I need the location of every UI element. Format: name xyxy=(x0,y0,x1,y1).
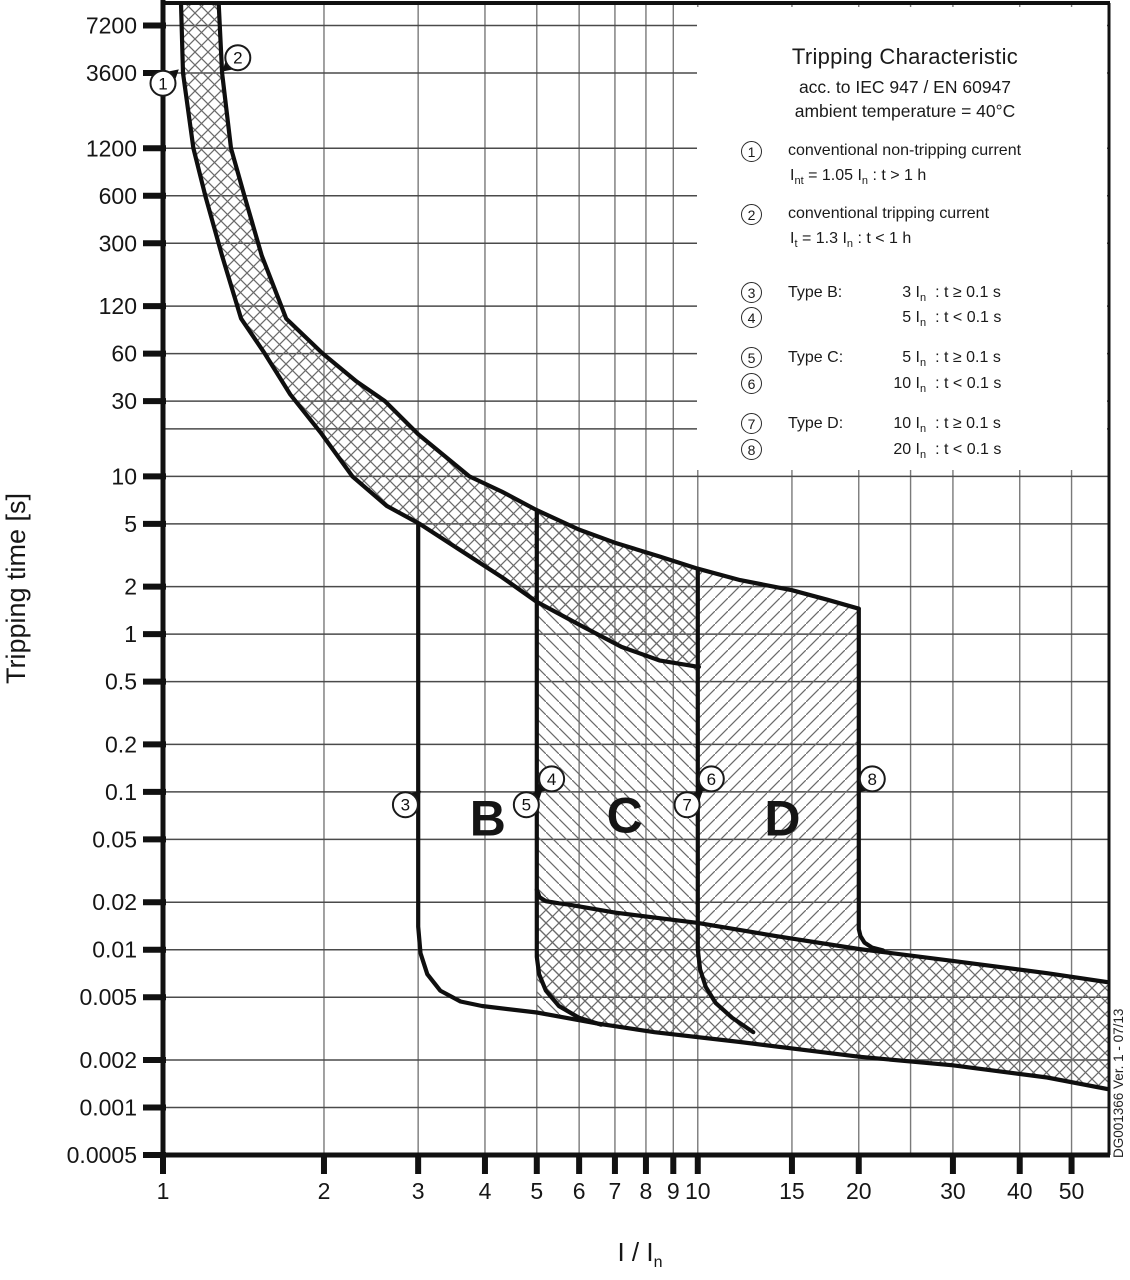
x-tick-label-2: 2 xyxy=(317,1178,331,1204)
type-c-cond-2: : t < 0.1 s xyxy=(935,375,1002,392)
x-tick-label-50: 50 xyxy=(1058,1178,1085,1204)
legend-circle-6: 6 xyxy=(741,373,762,394)
y-tick-label-0.01: 0.01 xyxy=(92,936,137,963)
formula-body-sub: n xyxy=(846,238,854,250)
subscript-n: n xyxy=(920,383,927,395)
formula-body-sub: n xyxy=(861,175,869,187)
formula-body: = 1.05 I xyxy=(803,167,862,184)
y-tick-label-600: 600 xyxy=(98,182,137,209)
y-tick-label-60: 60 xyxy=(111,340,137,367)
legend-circle-3: 3 xyxy=(741,282,762,303)
y-tick-label-0.005: 0.005 xyxy=(79,984,137,1011)
page-title: Tripping Characteristic xyxy=(791,44,1019,69)
marker-number-1: 1 xyxy=(158,74,168,94)
y-tick-label-1: 1 xyxy=(124,621,137,648)
legend-item-2-title: conventional tripping current xyxy=(788,205,990,222)
x-tick-label-40: 40 xyxy=(1006,1178,1033,1204)
marker-number-5: 5 xyxy=(521,795,532,815)
marker-number-8: 8 xyxy=(867,769,878,789)
type-c-threshold-1: 5 I xyxy=(902,349,920,366)
type-d-threshold-1: 10 I xyxy=(893,415,920,432)
formula-condition: : t > 1 h xyxy=(868,167,927,184)
y-tick-label-5: 5 xyxy=(124,510,137,537)
y-tick-label-2: 2 xyxy=(124,573,137,600)
subtitle-temperature: ambient temperature = 40°C xyxy=(794,101,1016,121)
formula-symbol-sub: nt xyxy=(794,175,804,187)
y-tick-label-30: 30 xyxy=(111,388,137,415)
x-axis-title-text: I / I xyxy=(617,1237,654,1267)
subscript-n: n xyxy=(920,357,927,369)
y-tick-label-0.02: 0.02 xyxy=(92,889,137,916)
legend-circle-8: 8 xyxy=(741,439,762,460)
y-tick-label-120: 120 xyxy=(98,293,137,320)
type-b-threshold-1: 3 I xyxy=(902,284,920,301)
y-tick-label-10: 10 xyxy=(111,463,137,490)
type-c-label: Type C: xyxy=(788,349,844,366)
type-c-cond-1: : t ≥ 0.1 s xyxy=(935,349,1001,366)
y-tick-label-3600: 3600 xyxy=(85,60,137,87)
x-tick-label-3: 3 xyxy=(411,1178,425,1204)
type-b-cond-2: : t < 0.1 s xyxy=(935,309,1002,326)
y-tick-label-7200: 7200 xyxy=(85,12,137,39)
region-region-D xyxy=(698,569,859,949)
y-tick-label-0.05: 0.05 xyxy=(92,826,137,853)
legend-circle-2: 2 xyxy=(741,204,762,225)
marker-number-3: 3 xyxy=(400,795,411,815)
y-axis-title: Tripping time [s] xyxy=(1,492,31,684)
formula-symbol-sub: t xyxy=(794,238,798,250)
subscript-n: n xyxy=(920,423,927,435)
y-tick-label-0.2: 0.2 xyxy=(105,731,137,758)
type-d-cond-2: : t < 0.1 s xyxy=(935,441,1002,458)
x-tick-label-1: 1 xyxy=(156,1178,170,1204)
type-b-cond-1: : t ≥ 0.1 s xyxy=(935,284,1001,301)
type-c-threshold-2: 10 I xyxy=(893,375,920,392)
type-d-threshold-2: 20 I xyxy=(893,441,920,458)
legend-item-1-title: conventional non-tripping current xyxy=(788,142,1022,159)
subscript-n: n xyxy=(920,449,927,461)
formula-body: = 1.3 I xyxy=(797,230,847,247)
y-tick-label-0.5: 0.5 xyxy=(105,668,137,695)
zone-label-D: D xyxy=(764,790,801,847)
marker-number-2: 2 xyxy=(233,48,243,68)
y-tick-label-1200: 1200 xyxy=(85,135,137,162)
formula-symbol: I xyxy=(790,167,795,184)
type-b-threshold-2: 5 I xyxy=(902,309,920,326)
marker-number-4: 4 xyxy=(546,769,557,789)
x-tick-label-15: 15 xyxy=(779,1178,805,1204)
type-b-label: Type B: xyxy=(788,284,843,301)
subtitle-standard: acc. to IEC 947 / EN 60947 xyxy=(798,77,1012,97)
zone-label-B: B xyxy=(469,790,506,847)
marker-number-7: 7 xyxy=(682,795,692,815)
x-tick-label-6: 6 xyxy=(572,1178,586,1204)
x-axis-title-subscript: n xyxy=(653,1254,663,1271)
x-tick-label-9: 9 xyxy=(666,1178,680,1204)
x-tick-label-4: 4 xyxy=(478,1178,492,1204)
formula-condition: : t < 1 h xyxy=(853,230,912,247)
x-axis-title xyxy=(560,1237,720,1271)
formula-symbol: I xyxy=(790,230,795,247)
document-reference: DG001366 Ver. 1 - 07/13 xyxy=(1111,1008,1126,1158)
y-tick-label-0.1: 0.1 xyxy=(105,778,137,805)
legend-circle-7: 7 xyxy=(741,413,762,434)
legend-circle-4: 4 xyxy=(741,307,762,328)
x-tick-label-5: 5 xyxy=(530,1178,544,1204)
x-tick-label-30: 30 xyxy=(940,1178,966,1204)
legend-circle-1: 1 xyxy=(741,141,762,162)
x-tick-label-10: 10 xyxy=(684,1178,711,1204)
legend-circle-5: 5 xyxy=(741,347,762,368)
x-tick-label-8: 8 xyxy=(639,1178,653,1204)
y-tick-label-0.002: 0.002 xyxy=(79,1047,137,1074)
y-tick-label-0.001: 0.001 xyxy=(79,1094,137,1121)
x-tick-label-7: 7 xyxy=(608,1178,622,1204)
marker-number-6: 6 xyxy=(706,769,717,789)
y-tick-label-300: 300 xyxy=(98,230,137,257)
x-tick-label-20: 20 xyxy=(845,1178,872,1204)
type-d-label: Type D: xyxy=(788,415,844,432)
zone-label-C: C xyxy=(606,787,643,844)
legend-backdrop xyxy=(697,7,1107,470)
subscript-n: n xyxy=(920,317,927,329)
y-tick-label-0.0005: 0.0005 xyxy=(66,1142,137,1168)
subscript-n: n xyxy=(920,292,927,304)
type-d-cond-1: : t ≥ 0.1 s xyxy=(935,415,1001,432)
